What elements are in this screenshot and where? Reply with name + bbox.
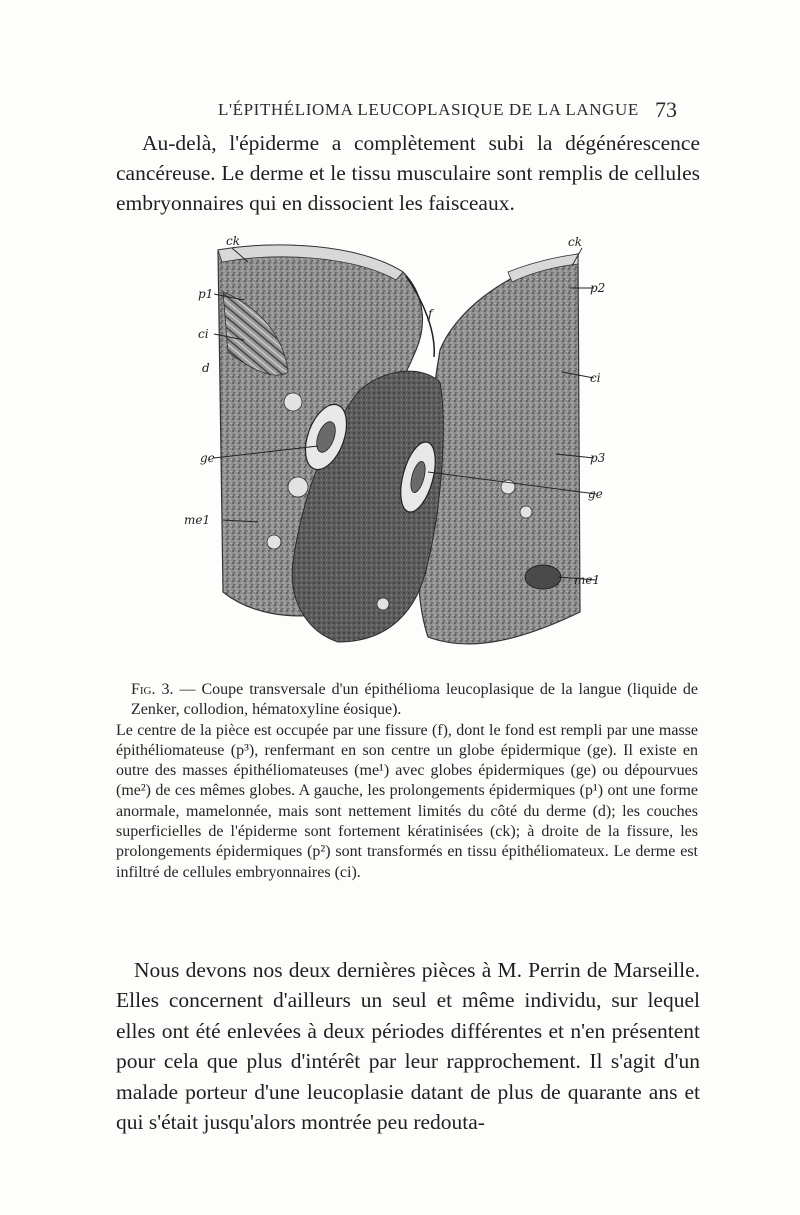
label-p1: p1 (198, 287, 214, 301)
label-ci-right: ci (590, 371, 601, 385)
paragraph-bottom: Nous devons nos deux dernières pièces à M. Perrin de Marseille. Elles concernent d'ailleurs un seul et même individu, sur lequel elles ont été enlevées à deux périodes différentes et n'en présentent pour cela que plus d'intérêt par leur rapprochement. Il s'agit d'un malade porteur d'une leucoplasie datant de plus de quarante ans et qui s'était jusqu'alors montrée peu redouta- (116, 958, 700, 1135)
paragraph-top: Au-delà, l'épiderme a complètement subi la dégénérescence cancéreuse. Le derme et le tissu musculaire sont remplis de cellules embryonnaires qui en dissocient les faisceaux. (116, 131, 700, 215)
label-d: d (202, 361, 210, 375)
caption-body: Le centre de la pièce est occupée par une fissure (f), dont le fond est rempli par une masse épithéliomateuse (p³), renfermant en son centre un globe épidermique (ge). Il existe en outre des masses épithéliomateuses (me¹) avec globes épidermiques (ge) ou dépourvues (me²) de ces mêmes globes. A gauche, les prolongements épidermiques (p¹) ont une forme anormale, mamelonnée, mais sont nettement limités du côté du derme (d); les couches superficielles de l'épiderme sont fortement kératinisées (ck); à droite de la fissure, les prolongements épidermiques (p²) sont transformés en tissu épithéliomateux. Le derme est infiltré de cellules embryonnaires (ci). (116, 721, 698, 881)
label-me1-right: me1 (574, 573, 601, 587)
caption-title: — Coupe transversale d'un épithélioma leucoplasique de la langue (liquide de Zenker, collodion, hématoxyline éosique). (131, 681, 699, 719)
label-f: f (428, 307, 433, 321)
label-ck-left: ck (226, 234, 240, 248)
label-ge-right: ge (588, 487, 603, 501)
right-mass-me1 (525, 565, 561, 589)
label-ci-left: ci (198, 327, 209, 341)
histology-section-drawing (178, 232, 610, 672)
page-number: 73 (655, 97, 677, 122)
histology-figure (178, 232, 610, 672)
label-p3: p3 (590, 451, 606, 465)
running-title: L'ÉPITHÉLIOMA LEUCOPLASIQUE DE LA LANGUE (218, 100, 639, 119)
caption-figure-label: Fig. 3. (131, 681, 174, 698)
label-ge-left: ge (200, 451, 215, 465)
label-ck-right: ck (568, 235, 582, 249)
caption-lead (116, 680, 698, 721)
figure-caption (116, 680, 698, 883)
label-me1-left: me1 (184, 513, 211, 527)
label-p2: p2 (590, 281, 606, 295)
